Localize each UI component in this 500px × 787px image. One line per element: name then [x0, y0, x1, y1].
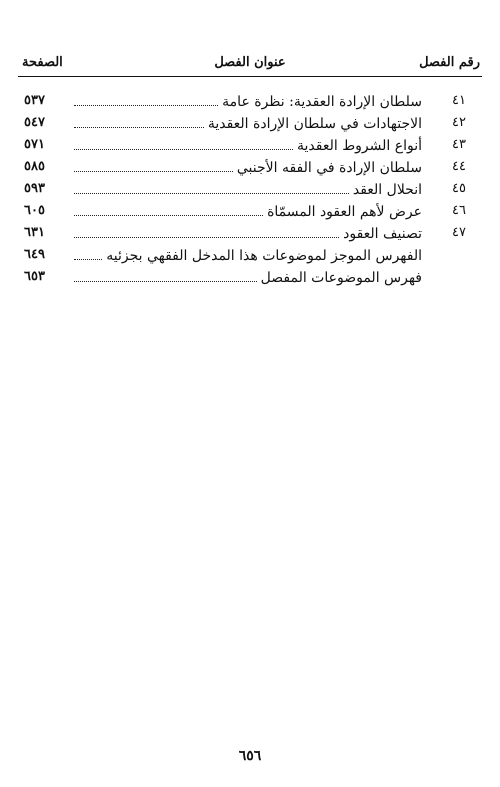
toc-entry [70, 180, 422, 200]
header-chapter-number: رقم الفصل [419, 55, 480, 70]
page-number: ٥٤٧ [24, 115, 45, 130]
page-number: ٥٧١ [24, 137, 45, 152]
page-number: ٦٥٣ [24, 269, 45, 284]
page-number: ٥٣٧ [24, 93, 45, 108]
toc-entry [70, 202, 422, 222]
toc-row [18, 114, 482, 136]
page-number: ٥٩٣ [24, 181, 45, 196]
toc-entry [70, 92, 422, 112]
chapter-number: ٤٥ [452, 181, 466, 196]
dot-leader [74, 225, 339, 238]
chapter-number: ٤١ [452, 93, 466, 108]
toc-row [18, 224, 482, 246]
chapter-number: ٤٢ [452, 115, 466, 130]
chapter-title: فهرس الموضوعات المفصل [260, 270, 422, 286]
chapter-title: عرض لأهم العقود المسمّاة [267, 204, 422, 220]
page-number: ٥٨٥ [24, 159, 45, 174]
dot-leader [74, 269, 257, 282]
dot-leader [74, 137, 293, 150]
toc-entry [70, 158, 422, 178]
page-number: ٦٠٥ [24, 203, 45, 218]
dot-leader [74, 115, 204, 128]
toc-row [18, 136, 482, 158]
page-number: ٦٣١ [24, 225, 45, 240]
chapter-title: سلطان الإرادة في الفقه الأجنبي [236, 160, 422, 176]
chapter-title: تصنيف العقود [343, 226, 422, 242]
chapter-number: ٤٣ [452, 137, 466, 152]
chapter-title: أنواع الشروط العقدية [297, 138, 422, 154]
header-page: الصفحة [22, 55, 63, 70]
chapter-title: انحلال العقد [352, 182, 422, 198]
toc-row [18, 180, 482, 202]
toc-header [18, 52, 482, 77]
toc-row [18, 92, 482, 114]
dot-leader [74, 93, 218, 106]
toc-row [18, 158, 482, 180]
toc-entry [70, 224, 422, 244]
chapter-number: ٤٦ [452, 203, 466, 218]
dot-leader [74, 181, 349, 194]
toc-entry [70, 114, 422, 134]
header-chapter-title: عنوان الفصل [214, 55, 286, 70]
toc-entry [70, 136, 422, 156]
toc-entry [70, 268, 422, 288]
chapter-title: الفهرس الموجز لموضوعات هذا المدخل الفقهي بجزئيه [106, 248, 422, 264]
dot-leader [74, 159, 233, 172]
dot-leader [74, 247, 102, 260]
toc-list [18, 92, 482, 290]
footer-page-number: ٦٥٦ [238, 748, 262, 764]
toc-entry [70, 246, 422, 266]
chapter-title: سلطان الإرادة العقدية: نظرة عامة [222, 94, 422, 110]
toc-row [18, 246, 482, 268]
toc-row [18, 268, 482, 290]
page-number: ٦٤٩ [24, 247, 45, 262]
toc-row [18, 202, 482, 224]
chapter-number: ٤٤ [452, 159, 466, 174]
dot-leader [74, 203, 263, 216]
chapter-title: الاجتهادات في سلطان الإرادة العقدية [207, 116, 422, 132]
chapter-number: ٤٧ [452, 225, 466, 240]
